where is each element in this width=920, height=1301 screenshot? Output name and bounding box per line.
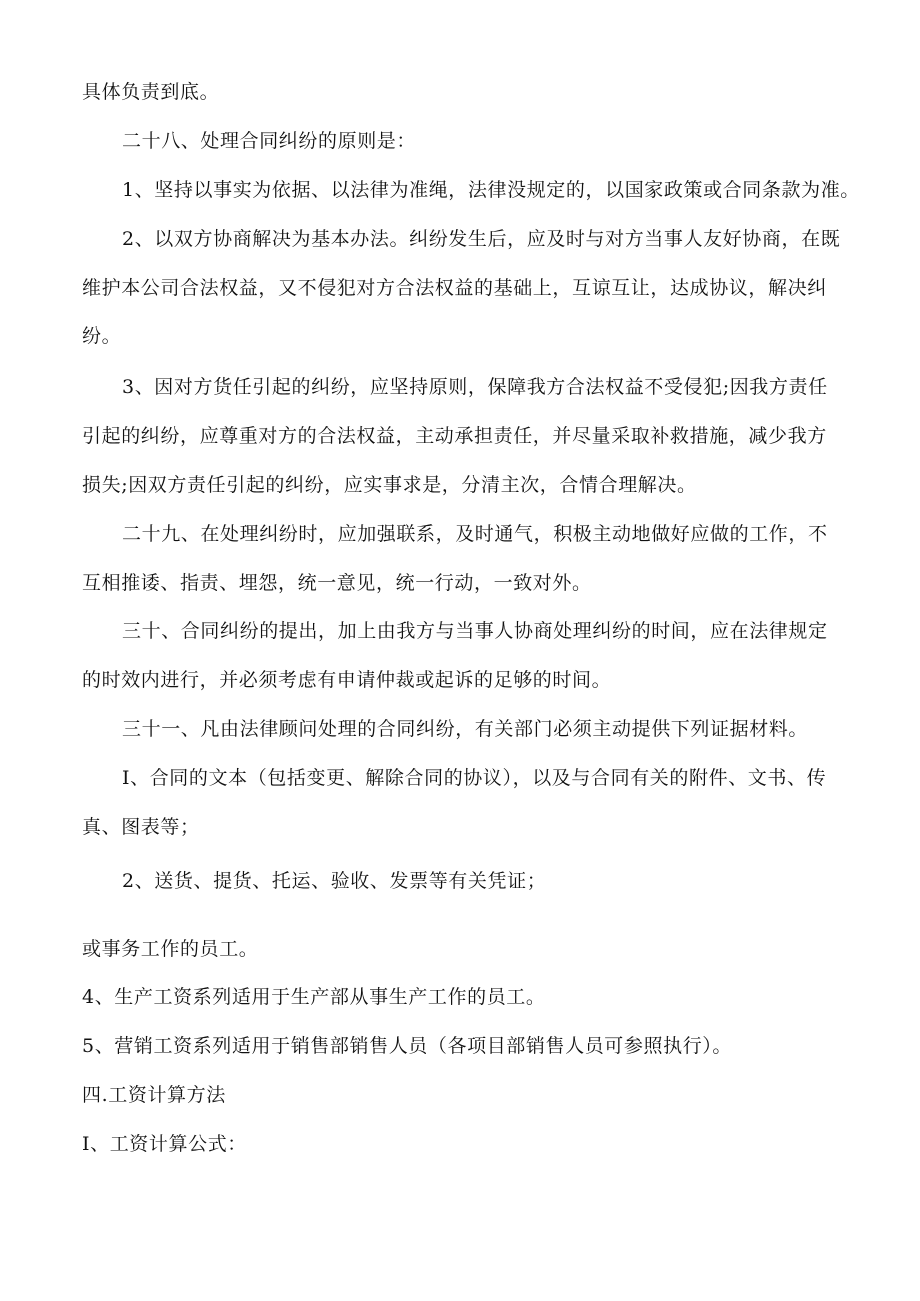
list-item-31-1-cont: 真、图表等； [82,816,200,838]
list-item-31-1: I、合同的文本（包括变更、解除合同的协议），以及与合同有关的附件、文书、传 [122,767,827,789]
list-item-28-3-cont-1: 引起的纠纷，应尊重对方的合法权益，主动承担责任，并尽量采取补救措施，减少我方 [82,425,827,447]
heading-article-29: 二十九、在处理纠纷时，应加强联系，及时通气，积极主动地做好应做的工作，不 [122,523,828,545]
list-item-salary-5: 5、营销工资系列适用于销售部销售人员（各项目部销售人员可参照执行）。 [82,1035,732,1057]
list-item-28-2: 2、以双方协商解决为基本办法。纠纷发生后，应及时与对方当事人友好协商，在既 [122,228,841,250]
list-item-28-3-cont-2: 损失;因双方责任引起的纠纷，应实事求是，分清主次，合情合理解决。 [82,474,697,496]
subheading-salary-formula: I、工资计算公式： [82,1133,247,1155]
heading-article-28: 二十八、处理合同纠纷的原则是： [122,130,417,152]
article-30-cont: 的时效内进行，并必须考虑有申请仲裁或起诉的足够的时间。 [82,669,612,691]
list-item-31-2: 2、送货、提货、托运、验收、发票等有关凭证； [122,870,547,892]
heading-article-31: 三十一、凡由法律顾问处理的合同纠纷，有关部门必须主动提供下列证据材料。 [122,718,809,740]
section-heading-salary-calculation: 四.工资计算方法 [82,1084,226,1106]
text-line-salary-continuation: 或事务工作的员工。 [82,938,259,960]
list-item-salary-4: 4、生产工资系列适用于生产部从事生产工作的员工。 [82,986,546,1008]
list-item-28-2-cont-1: 维护本公司合法权益，又不侵犯对方合法权益的基础上，互谅互让，达成协议，解决纠 [82,277,827,299]
list-item-28-2-cont-2: 纷。 [82,325,122,347]
text-line-continuation: 具体负责到底。 [82,81,220,103]
article-29-cont: 互相推诿、指责、埋怨，统一意见，统一行动，一致对外。 [82,572,592,594]
list-item-28-1: 1、坚持以事实为依据、以法律为准绳，法律没规定的，以国家政策或合同条款为准。 [122,179,860,201]
list-item-28-3: 3、因对方货任引起的纠纷，应坚持原则，保障我方合法权益不受侵犯;因我方责任 [122,376,828,398]
heading-article-30: 三十、合同纠纷的提出，加上由我方与当事人协商处理纠纷的时间，应在法律规定 [122,620,828,642]
